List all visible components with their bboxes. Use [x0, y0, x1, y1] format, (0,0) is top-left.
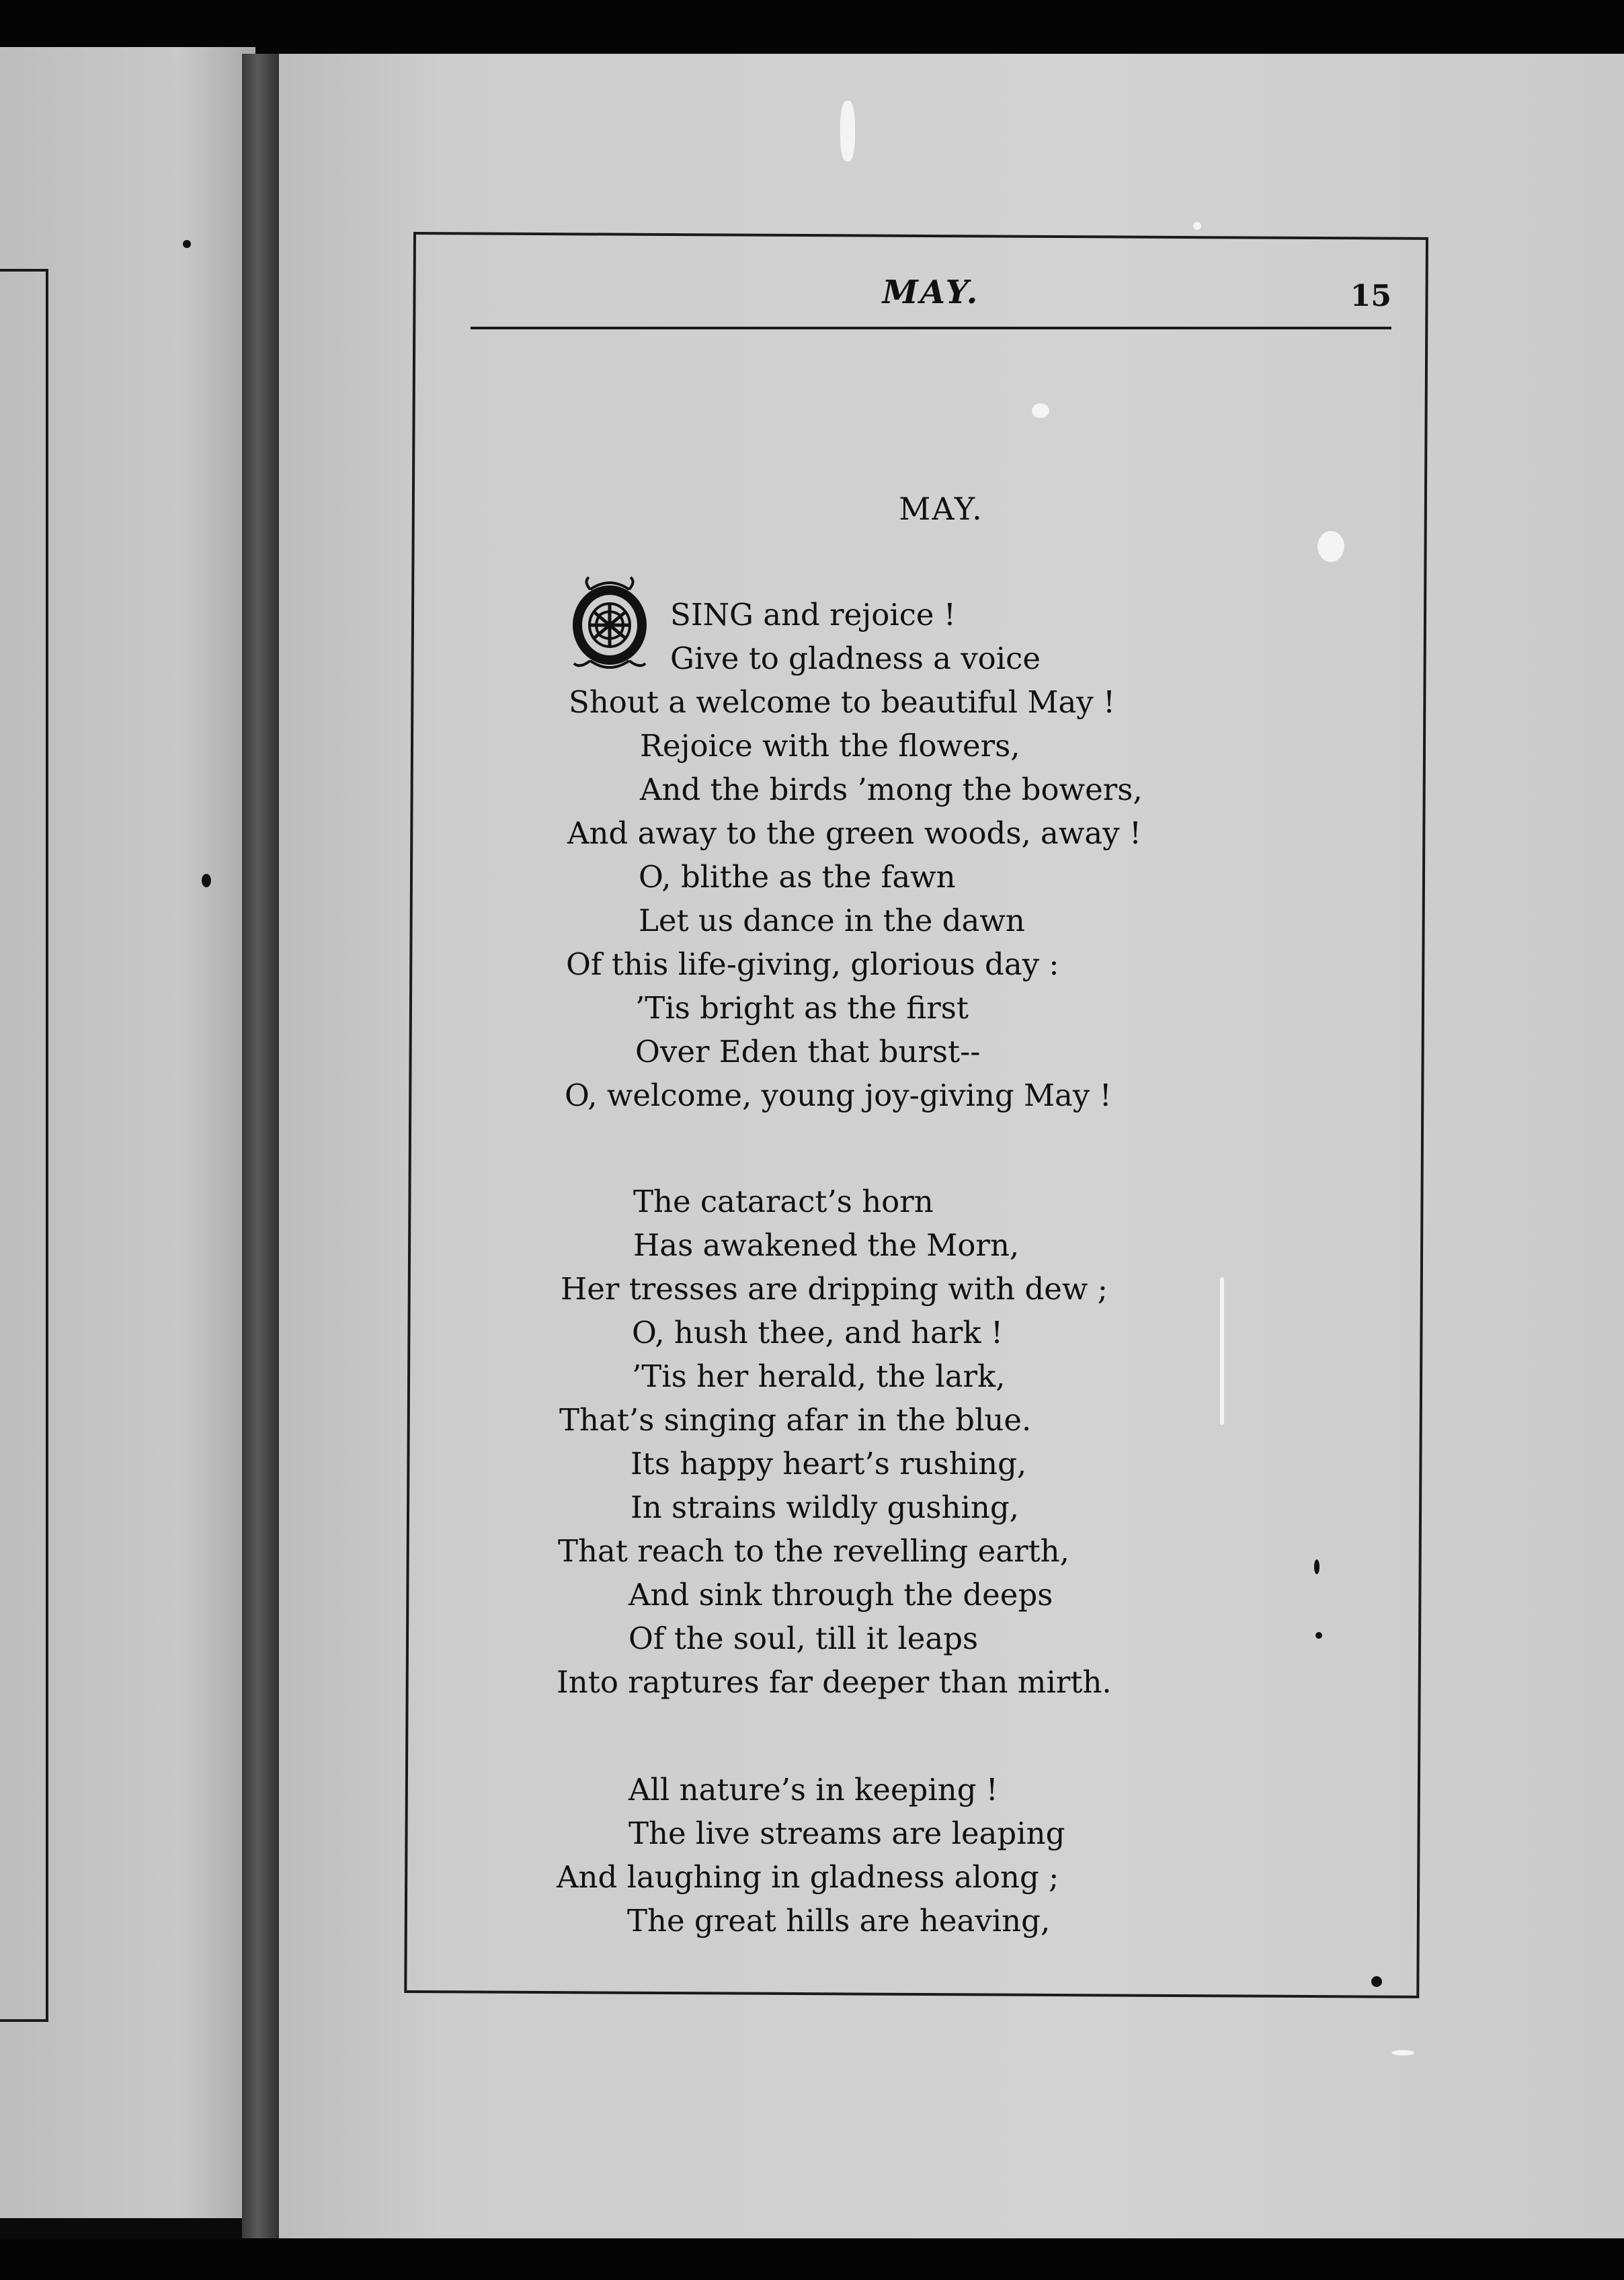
ornamental-drop-cap: [570, 575, 649, 676]
verse-line: Let us dance in the dawn: [639, 903, 1025, 938]
running-head-title: MAY.: [882, 274, 980, 311]
scan-speck: [1371, 1976, 1382, 1987]
verse-line: O, blithe as the fawn: [639, 859, 956, 895]
scan-speck: [202, 874, 211, 887]
scan-speck: [183, 240, 191, 248]
drop-cap-ornament-icon: [570, 575, 649, 676]
verse-line: And the birds ’mong the bowers,: [640, 772, 1143, 807]
facing-page-frame: [0, 269, 48, 2022]
scan-speck: [1193, 222, 1201, 230]
verse-line: Her tresses are dripping with dew ;: [561, 1271, 1108, 1307]
verse-line: SING and rejoice !: [670, 597, 956, 633]
verse-line: Shout a welcome to beautiful May !: [569, 684, 1116, 720]
poem-title: MAY.: [899, 491, 983, 527]
verse-line: The live streams are leaping: [628, 1816, 1065, 1851]
scan-speck: [1315, 1632, 1322, 1639]
verse-line: That’s singing afar in the blue.: [559, 1402, 1032, 1438]
verse-line: And laughing in gladness along ;: [557, 1859, 1059, 1895]
scan-speck: [1391, 2050, 1414, 2055]
verse-line: ’Tis her herald, the lark,: [632, 1358, 1006, 1394]
running-head: [471, 266, 1391, 333]
verse-line: O, hush thee, and hark !: [632, 1315, 1004, 1350]
verse-line: All nature’s in keeping !: [628, 1772, 998, 1807]
facing-page-edge: [0, 47, 255, 2218]
verse-line: Into raptures far deeper than mirth.: [557, 1664, 1112, 1700]
book-gutter: [242, 54, 282, 2238]
verse-line: The great hills are heaving,: [627, 1903, 1051, 1939]
scan-speck: [1317, 531, 1344, 562]
verse-line: O, welcome, young joy-giving May !: [565, 1077, 1112, 1113]
scan-speck: [1220, 1277, 1224, 1425]
running-head-rule: [471, 327, 1391, 329]
verse-line: Give to gladness a voice: [670, 641, 1041, 676]
verse-line: That reach to the revelling earth,: [558, 1533, 1069, 1569]
verse-line: Of this life-giving, glorious day :: [566, 946, 1059, 982]
page-number: 15: [1350, 279, 1391, 313]
verse-line: And sink through the deeps: [628, 1577, 1053, 1613]
scan-bottom-border: [0, 2238, 1624, 2280]
verse-line: In strains wildly gushing,: [631, 1490, 1019, 1525]
verse-line: Has awakened the Morn,: [633, 1227, 1020, 1263]
verse-line: Rejoice with the flowers,: [640, 728, 1020, 764]
verse-line: Over Eden that burst--: [635, 1034, 981, 1069]
verse-line: ’Tis bright as the first: [635, 990, 969, 1026]
verse-line: The cataract’s horn: [633, 1184, 934, 1219]
verse-line: And away to the green woods, away !: [567, 815, 1142, 851]
verse-line: Its happy heart’s rushing,: [631, 1446, 1027, 1481]
scan-speck: [840, 101, 855, 161]
verse-line: Of the soul, till it leaps: [628, 1621, 979, 1656]
scan-speck: [1314, 1559, 1320, 1574]
scan-speck: [1032, 403, 1049, 418]
